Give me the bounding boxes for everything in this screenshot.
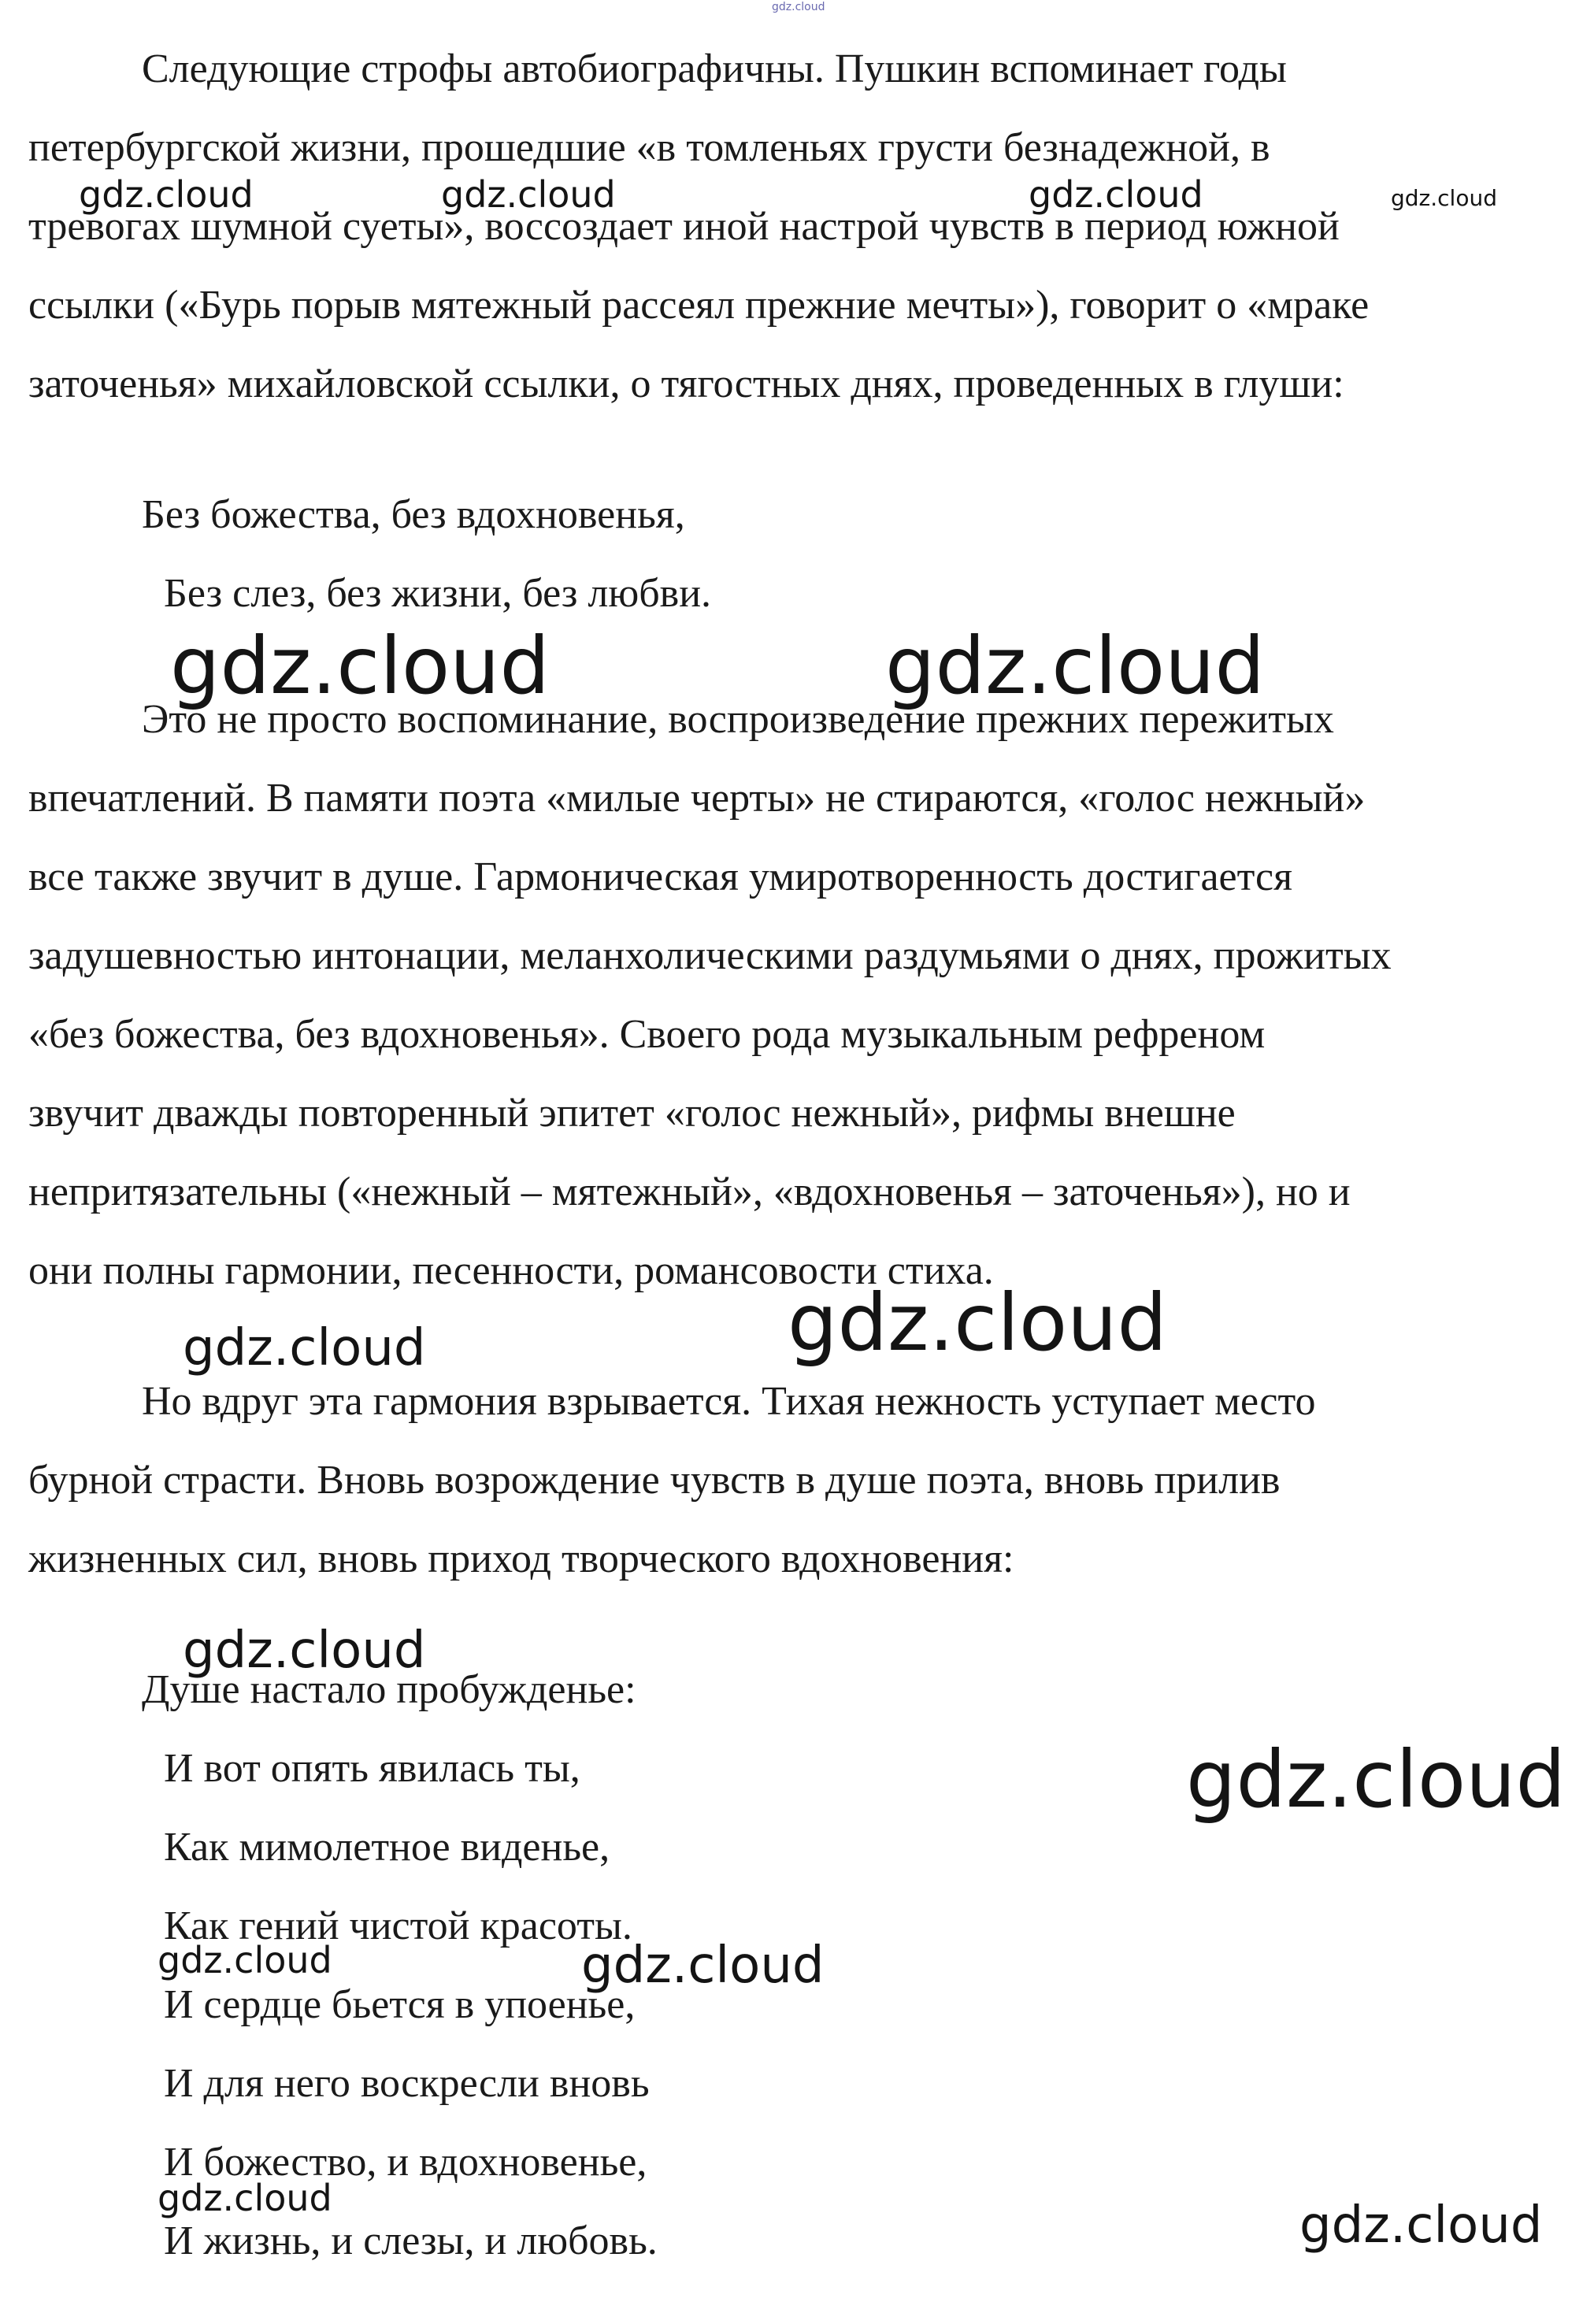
watermark: gdz.cloud	[1186, 1733, 1566, 1825]
verse-2-line: И жизнь, и слезы, и любовь.	[164, 2218, 658, 2263]
verse-1-line: Без божества, без вдохновенья,	[142, 492, 685, 537]
watermark: gdz.cloud	[183, 1319, 426, 1377]
paragraph-1-line: петербургской жизни, прошедшие «в томленьях грусти безнадежной, в	[28, 125, 1270, 170]
paragraph-2-line: звучит дважды повторенный эпитет «голос нежный», рифмы внешне	[28, 1091, 1236, 1136]
verse-2-line: Как гений чистой красоты.	[164, 1903, 632, 1948]
watermark: gdz.cloud	[772, 1, 825, 13]
watermark: gdz.cloud	[788, 1277, 1168, 1369]
verse-2-line: Как мимолетное виденье,	[164, 1825, 610, 1870]
verse-1-line: Без слез, без жизни, без любви.	[164, 571, 712, 616]
paragraph-2-line: задушевностью интонации, меланхолическими раздумьями о днях, прожитых	[28, 933, 1392, 978]
watermark: gdz.cloud	[1391, 185, 1497, 211]
watermark: gdz.cloud	[1299, 2196, 1543, 2255]
paragraph-2-line: все также звучит в душе. Гармоническая умиротворенность достигается	[28, 854, 1292, 899]
verse-2-line: И божество, и вдохновенье,	[164, 2140, 647, 2185]
paragraph-2-line: они полны гармонии, песенности, романсовости стиха.	[28, 1248, 994, 1293]
watermark: gdz.cloud	[581, 1937, 825, 1995]
paragraph-2-line: впечатлений. В памяти поэта «милые черты» не стираются, «голос нежный»	[28, 776, 1366, 821]
watermark: gdz.cloud	[158, 2177, 332, 2219]
paragraph-1-line: ссылки («Бурь порыв мятежный рассеял прежние мечты»), говорит о «мраке	[28, 283, 1370, 328]
verse-2-line: Душе настало пробужденье:	[142, 1667, 636, 1712]
paragraph-3-line: жизненных сил, вновь приход творческого вдохновения:	[28, 1536, 1014, 1581]
paragraph-1-line: тревогах шумной суеты», воссоздает иной настрой чувств в период южной	[28, 204, 1340, 249]
verse-2-line: И для него воскресли вновь	[164, 2061, 650, 2106]
paragraph-2-line: непритязательны («нежный – мятежный», «вдохновенья – заточенья»), но и	[28, 1169, 1351, 1214]
watermark: gdz.cloud	[1029, 173, 1203, 216]
paragraph-1-line: заточенья» михайловской ссылки, о тягостных днях, проведенных в глуши:	[28, 361, 1344, 406]
paragraph-1-line: Следующие строфы автобиографичны. Пушкин вспоминает годы	[142, 46, 1287, 91]
paragraph-2-line: Это не просто воспоминание, воспроизведение прежних пережитых	[142, 697, 1334, 742]
watermark: gdz.cloud	[183, 1622, 426, 1680]
paragraph-2-line: «без божества, без вдохновенья». Своего рода музыкальным рефреном	[28, 1012, 1266, 1057]
watermark: gdz.cloud	[170, 620, 550, 712]
watermark: gdz.cloud	[441, 173, 616, 216]
verse-2-line: И вот опять явилась ты,	[164, 1746, 580, 1791]
paragraph-3-line: бурной страсти. Вновь возрождение чувств в душе поэта, вновь прилив	[28, 1458, 1281, 1503]
verse-2-line: И сердце бьется в упоенье,	[164, 1982, 636, 2027]
paragraph-3-line: Но вдруг эта гармония взрывается. Тихая нежность уступает место	[142, 1379, 1316, 1424]
watermark: gdz.cloud	[885, 620, 1266, 712]
watermark: gdz.cloud	[158, 1939, 332, 1981]
watermark: gdz.cloud	[79, 173, 254, 216]
